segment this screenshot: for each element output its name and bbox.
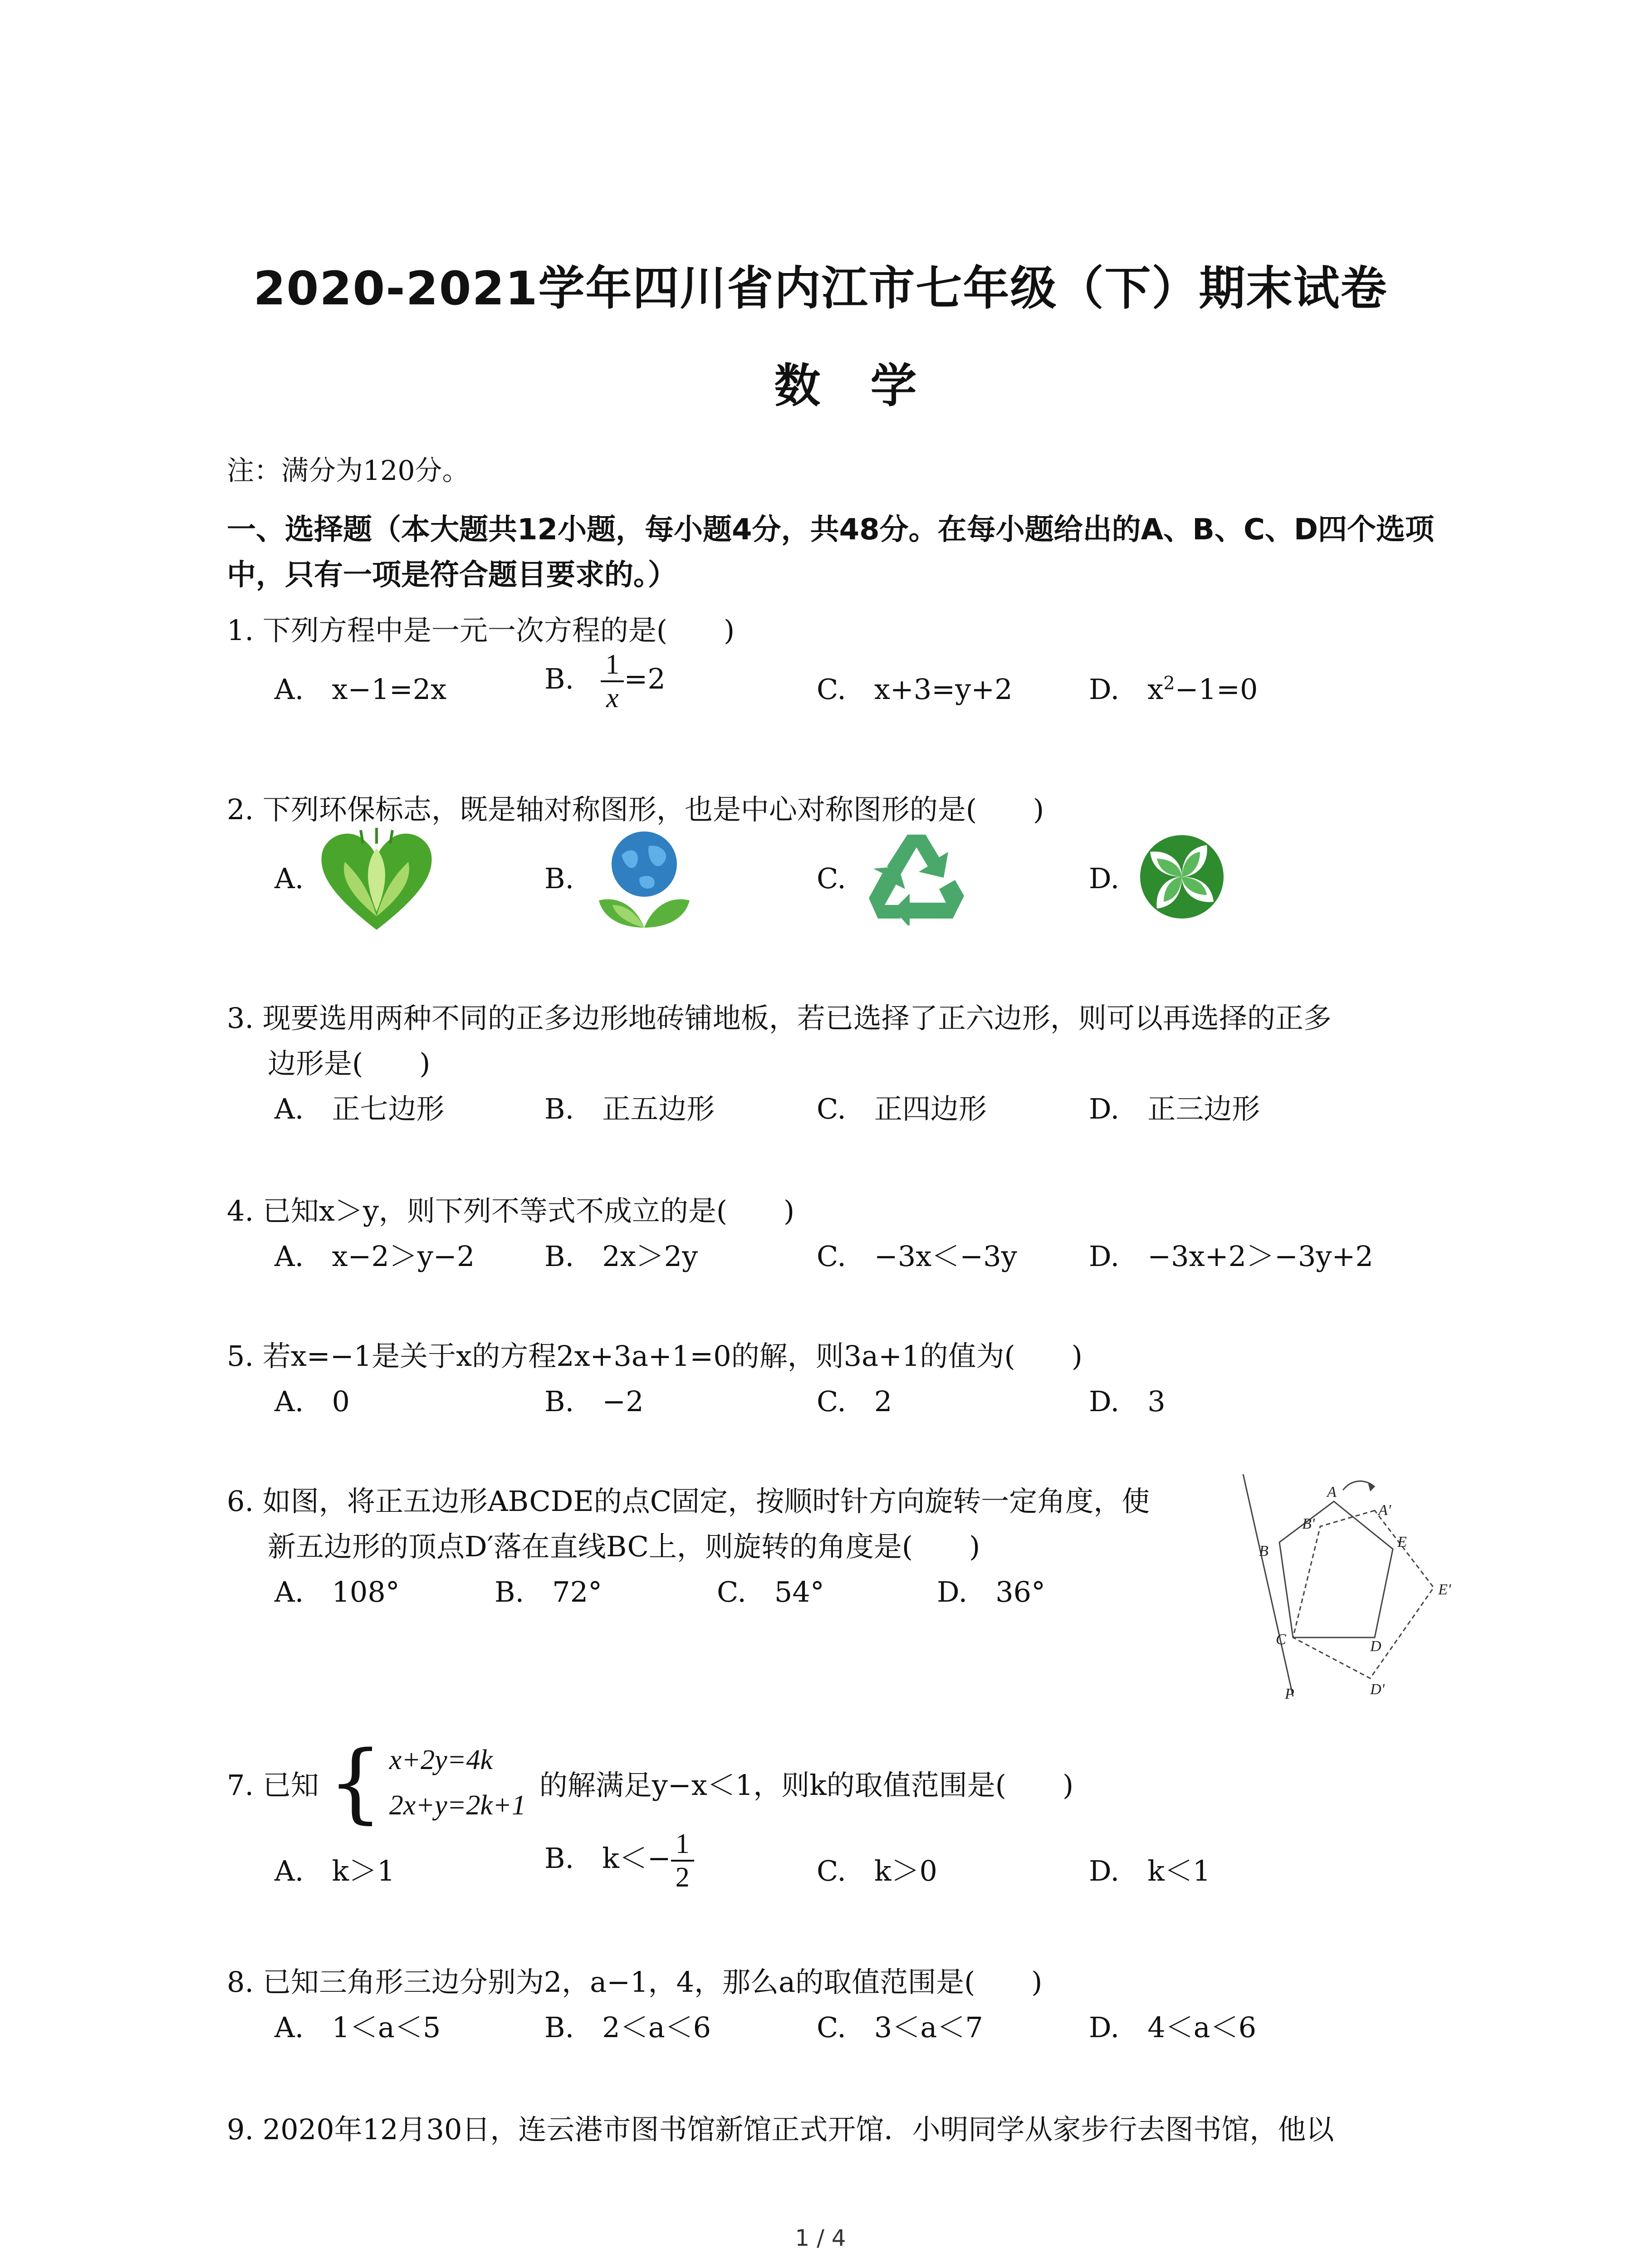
q4-option-b: B. 2x＞2y bbox=[544, 1240, 698, 1273]
q6-option-a: A. 108° bbox=[274, 1575, 400, 1608]
question-3-line-2: 边形是( ) bbox=[268, 1047, 431, 1080]
question-7: 7. 已知 { x+2y=4k 2x+y=2k+1 的解满足y−x＜1，则k的取值范围是( ) bbox=[227, 1732, 1074, 1833]
question-5: 5. 若x=−1是关于x的方程2x+3a+1=0的解，则3a+1的值为( ) bbox=[227, 1339, 1083, 1373]
label-A-prime: A' bbox=[1378, 1502, 1391, 1519]
question-3-line-1: 3. 现要选用两种不同的正多边形地砖铺地板，若已选择了正六边形，则可以再选择的正多 bbox=[227, 1002, 1332, 1035]
q3-option-d: D. 正三边形 bbox=[1089, 1092, 1260, 1125]
label-E: E bbox=[1397, 1534, 1407, 1550]
q5-option-c: C. 2 bbox=[817, 1385, 892, 1418]
question-6-line-1: 6. 如图，将正五边形ABCDE的点C固定，按顺时针方向旋转一定角度，使 bbox=[227, 1485, 1150, 1518]
q3-option-a: A. 正七边形 bbox=[274, 1092, 445, 1125]
q1-option-b: B. $\frac{1}{x}$ =2 bbox=[544, 649, 666, 714]
q2-option-b: B. bbox=[544, 862, 574, 895]
q7-option-c: C. k＞0 bbox=[817, 1854, 937, 1887]
q5-option-a: A. 0 bbox=[274, 1385, 350, 1418]
question-9: 9. 2020年12月30日，连云港市图书馆新馆正式开馆．小明同学从家步行去图书馆，他以 bbox=[227, 2113, 1334, 2146]
q4-option-a: A. x−2＞y−2 bbox=[274, 1240, 475, 1273]
q7-option-b: B. k＜− $\frac{1}{2}$ bbox=[544, 1828, 694, 1893]
label-D-prime: D' bbox=[1370, 1681, 1385, 1698]
q5-option-b: B. −2 bbox=[544, 1385, 644, 1418]
q3-option-c: C. 正四边形 bbox=[817, 1092, 987, 1125]
score-note: 注：满分为120分。 bbox=[227, 455, 470, 487]
page-number: 1 / 4 bbox=[795, 2225, 846, 2251]
q8-option-d: D. 4＜a＜6 bbox=[1089, 2011, 1257, 2044]
q1-option-d: D. $x^2-1=0$ bbox=[1089, 673, 1258, 706]
label-A: A bbox=[1327, 1484, 1337, 1501]
q1-option-a: A. x−1=2x bbox=[274, 673, 447, 706]
heart-leaves-logo bbox=[318, 826, 436, 934]
rotated-pentagon-figure bbox=[1234, 1465, 1452, 1701]
q5-option-d: D. 3 bbox=[1089, 1385, 1166, 1418]
label-E-prime: E' bbox=[1438, 1581, 1451, 1598]
section-heading: 一、选择题（本大题共12小题，每小题4分，共48分。在每小题给出的A、B、C、D四个选项中，只有一项是符合题目要求的。） bbox=[227, 513, 1435, 592]
question-6-line-2: 新五边形的顶点D′落在直线BC上，则旋转的角度是( ) bbox=[268, 1530, 980, 1563]
label-B-prime: B' bbox=[1302, 1515, 1315, 1532]
label-B: B bbox=[1259, 1543, 1269, 1559]
document-subject: 数学 bbox=[774, 359, 967, 413]
label-P: P bbox=[1285, 1686, 1294, 1701]
recycle-logo bbox=[864, 830, 969, 925]
q2-option-a: A. bbox=[274, 862, 304, 895]
document-title: 2020-2021学年四川省内江市七年级（下）期末试卷 bbox=[253, 262, 1388, 316]
q2-option-c: C. bbox=[817, 862, 846, 895]
label-C: C bbox=[1276, 1631, 1286, 1648]
q7-option-a: A. k＞1 bbox=[274, 1854, 395, 1887]
four-petal-logo bbox=[1139, 834, 1225, 920]
q7-option-d: D. k＜1 bbox=[1089, 1854, 1211, 1887]
q6-option-d: D. 36° bbox=[937, 1575, 1046, 1608]
question-4: 4. 已知x＞y，则下列不等式不成立的是( ) bbox=[227, 1194, 795, 1227]
q8-option-c: C. 3＜a＜7 bbox=[817, 2011, 983, 2044]
question-8: 8. 已知三角形三边分别为2，a−1，4，那么a的取值范围是( ) bbox=[227, 1965, 1043, 1999]
q4-option-c: C. −3x＜−3y bbox=[817, 1240, 1017, 1273]
q4-option-d: D. −3x+2＞−3y+2 bbox=[1089, 1240, 1373, 1273]
q8-option-a: A. 1＜a＜5 bbox=[274, 2011, 441, 2044]
q2-option-d: D. bbox=[1089, 862, 1120, 895]
q6-option-c: C. 54° bbox=[717, 1575, 824, 1608]
label-D: D bbox=[1370, 1638, 1381, 1655]
q1-option-c: C. x+3=y+2 bbox=[817, 673, 1013, 706]
question-1: 1. 下列方程中是一元一次方程的是( ) bbox=[227, 614, 735, 647]
q8-option-b: B. 2＜a＜6 bbox=[544, 2011, 711, 2044]
q3-option-b: B. 正五边形 bbox=[544, 1092, 715, 1125]
q6-option-b: B. 72° bbox=[495, 1575, 603, 1608]
question-2: 2. 下列环保标志，既是轴对称图形，也是中心对称图形的是( ) bbox=[227, 793, 1044, 826]
equation-system: { x+2y=4k 2x+y=2k+1 bbox=[328, 1732, 526, 1833]
globe-leaves-logo bbox=[594, 828, 694, 932]
